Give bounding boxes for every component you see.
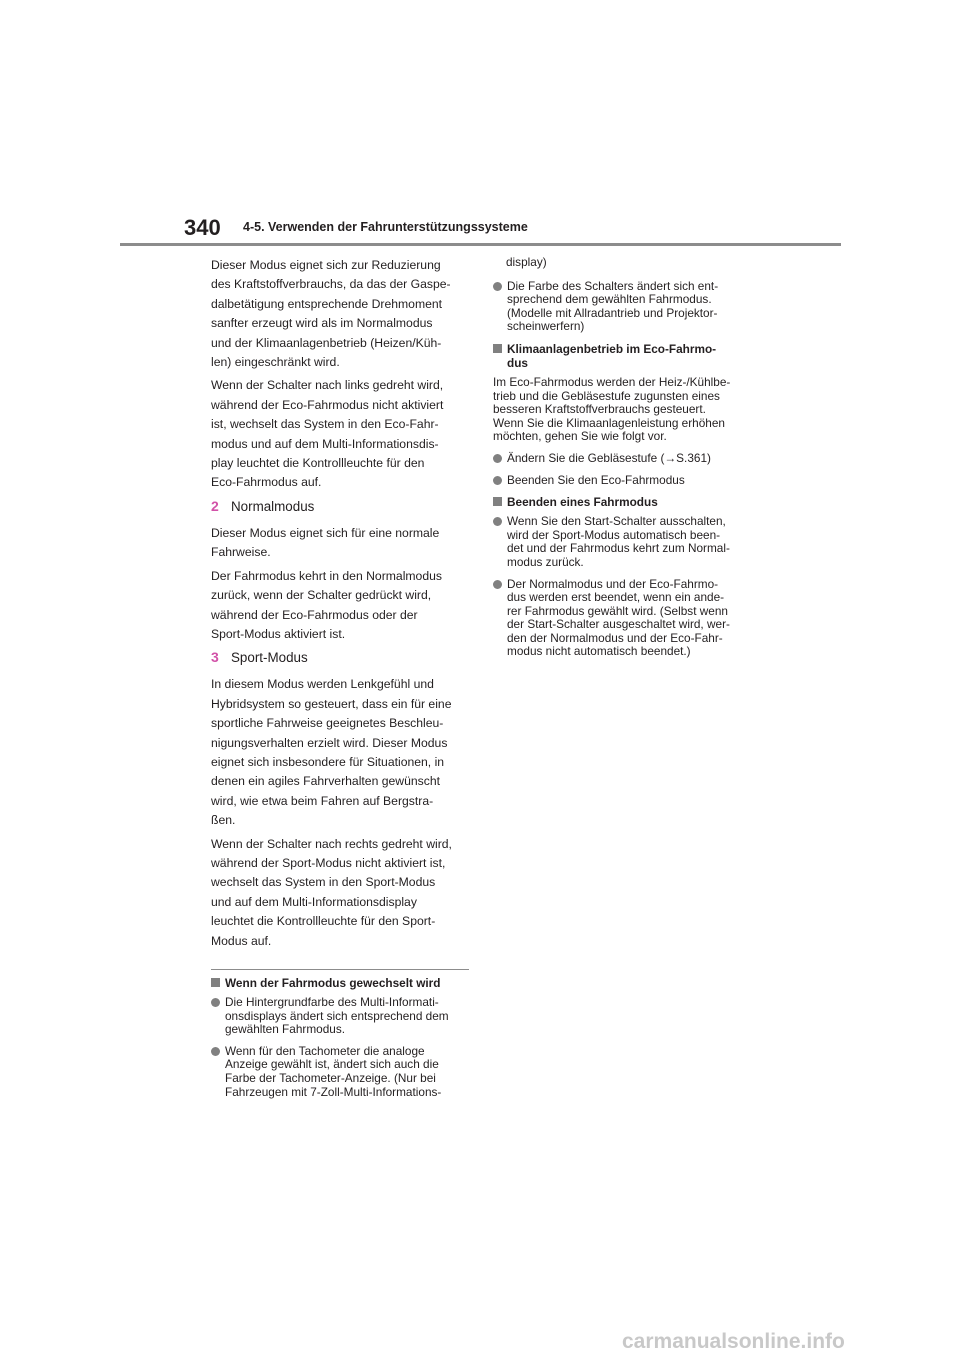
round-bullet-icon	[493, 580, 502, 589]
text-line: Fahrweise.	[211, 545, 271, 560]
text-line: Wenn für den Tachometer die analoge	[225, 1043, 425, 1058]
mode-number: 3	[211, 649, 219, 666]
text-line: Modus auf.	[211, 933, 272, 948]
text-line: des Kraftstoffverbrauchs, da das der Gaspe-	[211, 277, 451, 292]
list-item-text	[507, 515, 730, 569]
text-line: Dieser Modus eignet sich zur Reduzierung	[211, 258, 441, 272]
text-line: Der Fahrmodus kehrt in den Normalmodus	[211, 568, 442, 583]
text-line: während der Sport-Modus nicht aktiviert ist,	[211, 855, 446, 870]
round-bullet-icon	[211, 998, 220, 1007]
note-separator	[211, 969, 469, 970]
list-item	[493, 474, 753, 488]
climate-paragraph	[493, 376, 753, 444]
text-line: und der Klimaanlagenbetrieb (Heizen/Küh-	[211, 335, 442, 350]
text-line: Sport-Modus aktiviert ist.	[211, 626, 346, 641]
text-line: Der Normalmodus und der Eco-Fahrmo-	[507, 576, 719, 591]
section-title: 4-5. Verwenden der Fahrunterstützungssysteme	[243, 220, 528, 234]
text-line: play leuchtet die Kontrollleuchte für den	[211, 456, 425, 471]
text-line: Die Hintergrundfarbe des Multi-Informati-	[225, 995, 439, 1009]
mode-title: Normalmodus	[231, 498, 315, 514]
text-line: trieb und die Gebläsestufe zugunsten eines	[493, 388, 720, 403]
text-line: dus werden erst beendet, wenn ein ande-	[507, 590, 725, 605]
sport-paragraph-1	[211, 675, 469, 830]
mode-number: 2	[211, 497, 219, 514]
text-line: Fahrzeugen mit 7-Zoll-Multi-Informations-	[225, 1084, 442, 1099]
text-line: Klimaanlagenbetrieb im Eco-Fahrmo-	[507, 341, 717, 356]
mode-heading-sport	[211, 648, 469, 667]
list-item	[493, 280, 753, 334]
text-line: Dieser Modus eignet sich für eine normale	[211, 525, 440, 540]
text-line: (Modelle mit Allradantrieb und Projektor-	[507, 305, 718, 320]
text-line: der Start-Schalter ausgeschaltet wird, wer-	[507, 617, 730, 632]
round-bullet-icon	[493, 476, 502, 485]
text-line: dalbetätigung entsprechende Drehmoment	[211, 296, 443, 311]
list-item-text	[225, 1045, 441, 1099]
text-line: modus nicht automatisch beendet.)	[507, 644, 691, 659]
text-line: Wenn der Schalter nach links gedreht wird,	[211, 378, 444, 393]
bullet-continuation: display)	[506, 255, 547, 269]
text-line: Wenn Sie den Start-Schalter ausschalten,	[507, 514, 726, 529]
text-line: dus	[507, 355, 528, 370]
text-line: onsdisplays ändert sich entsprechend dem	[225, 1008, 449, 1023]
round-bullet-icon	[493, 517, 502, 526]
list-item	[493, 515, 753, 569]
climate-heading-text	[507, 342, 716, 370]
text-line: sportliche Fahrweise geeignetes Beschleu-	[211, 716, 444, 731]
text-line: während der Eco-Fahrmodus oder der	[211, 607, 418, 622]
text-line: eignet sich insbesondere für Situationen, in	[211, 754, 445, 769]
list-item-text: Ändern Sie die Gebläsestufe (→S.361)	[507, 450, 711, 465]
text-line: Eco-Fahrmodus auf.	[211, 475, 322, 490]
end-mode-heading	[493, 495, 753, 509]
list-item-text	[507, 280, 718, 334]
text-line: leuchtet die Kontrollleuchte für den Sport-	[211, 914, 436, 929]
text-line: ßen.	[211, 813, 236, 828]
text-line: modus zurück.	[507, 554, 584, 569]
list-item	[493, 578, 753, 660]
intro-paragraph-1	[211, 256, 469, 372]
text-line: ist, wechselt das System in den Eco-Fahr-	[211, 417, 439, 432]
sport-paragraph-2	[211, 835, 469, 951]
text-line: det und der Fahrmodus kehrt zum Normal-	[507, 541, 730, 556]
text-line: In diesem Modus werden Lenkgefühl und	[211, 677, 434, 692]
text-line: wird der Sport-Modus automatisch been-	[507, 527, 721, 542]
end-mode-heading-text: Beenden eines Fahrmodus	[507, 495, 658, 510]
text-line: Anzeige gewählt ist, ändert sich auch die	[225, 1057, 439, 1072]
mode-heading-normal	[211, 497, 469, 516]
list-item-text	[225, 996, 449, 1037]
text-line: und auf dem Multi-Informationsdisplay	[211, 894, 417, 909]
text-line: zurück, wenn der Schalter gedrückt wird,	[211, 588, 432, 603]
list-item-text: Beenden Sie den Eco-Fahrmodus	[507, 472, 685, 487]
text-line: Wenn Sie die Klimaanlagenleistung erhöhen	[493, 415, 725, 430]
mode-title: Sport-Modus	[231, 650, 308, 666]
round-bullet-icon	[211, 1047, 220, 1056]
text-line: len) eingeschränkt wird.	[211, 355, 340, 370]
text-line: möchten, gehen Sie wie folgt vor.	[493, 429, 667, 444]
text-line: modus und auf dem Multi-Informationsdis-	[211, 436, 439, 451]
left-column	[211, 256, 469, 1107]
list-item	[493, 452, 753, 466]
text-line: gewählten Fahrmodus.	[225, 1022, 346, 1037]
intro-paragraph-2	[211, 376, 469, 492]
list-item-text	[507, 578, 730, 660]
square-bullet-icon	[211, 978, 220, 987]
climate-heading	[493, 342, 753, 370]
text-line: sanfter erzeugt wird als im Normalmodus	[211, 316, 433, 331]
round-bullet-icon	[493, 282, 502, 291]
header-rule	[120, 243, 841, 246]
text-line: während der Eco-Fahrmodus nicht aktiviert	[211, 397, 444, 412]
right-column	[493, 256, 753, 667]
text-line: Farbe der Tachometer-Anzeige. (Nur bei	[225, 1070, 436, 1085]
list-item	[211, 996, 469, 1037]
round-bullet-icon	[493, 454, 502, 463]
text-line: wechselt das System in den Sport-Modus	[211, 875, 436, 890]
text-line: Im Eco-Fahrmodus werden der Heiz-/Kühlbe-	[493, 374, 731, 389]
text-line: rer Fahrmodus gewählt wird. (Selbst wenn	[507, 603, 728, 618]
page-number: 340	[184, 215, 221, 240]
note-heading-text: Wenn der Fahrmodus gewechselt wird	[225, 976, 441, 990]
square-bullet-icon	[493, 497, 502, 506]
normal-paragraph-1	[211, 524, 469, 563]
text-line: nigungsverhalten erzielt wird. Dieser Modus	[211, 735, 448, 750]
text-line: besseren Kraftstoffverbrauchs gesteuert.	[493, 402, 706, 417]
text-line: Hybridsystem so gesteuert, dass ein für eine	[211, 696, 452, 711]
list-item	[211, 1045, 469, 1099]
normal-paragraph-2	[211, 567, 469, 645]
text-line: den der Normalmodus und der Eco-Fahr-	[507, 630, 723, 645]
text-line: Die Farbe des Schalters ändert sich ent-	[507, 278, 719, 293]
watermark-link[interactable]: carmanualsonline.info	[622, 1330, 845, 1353]
text-line: scheinwerfern)	[507, 319, 585, 334]
square-bullet-icon	[493, 344, 502, 353]
text-line: wird, wie etwa beim Fahren auf Bergstra-	[211, 793, 434, 808]
text-line: sprechend dem gewählten Fahrmodus.	[507, 292, 712, 307]
note-heading	[211, 976, 469, 990]
text-line: denen ein agiles Fahrverhalten gewünscht	[211, 774, 441, 789]
text-line: Wenn der Schalter nach rechts gedreht wird,	[211, 836, 452, 851]
